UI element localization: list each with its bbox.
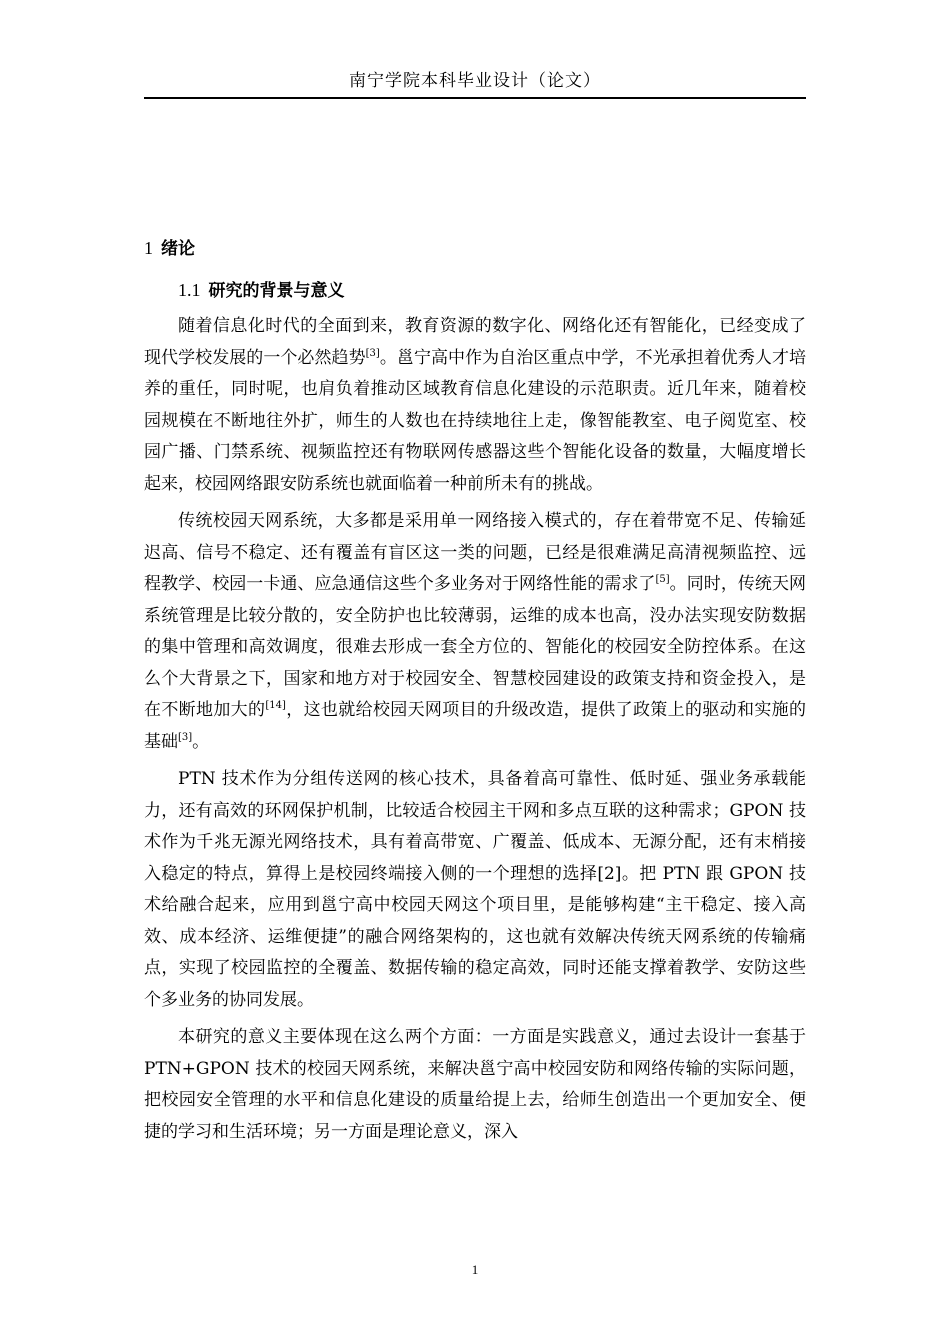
- citation: [14]: [265, 700, 286, 711]
- paragraph-text: 传统校园天网系统，大多都是采用单一网络接入模式的，存在着带宽不足、传输延迟高、信号不稳定、还有覆盖有盲区这一类的问题，已经是很难满足高清视频监控、远程教学、校园一卡通、应急通信这些个多业务对于网络性能的需求了: [144, 511, 806, 594]
- paragraph-text: 。同时，传统天网系统管理是比较分散的，安全防护也比较薄弱，运维的成本也高，没办法实现安防数据的集中管理和高效调度，很难去形成一套全方位的、智能化的校园安全防控体系。在这么个大背景之下，国家和地方对于校园安全、智慧校园建设的政策支持和资金投入，是在不断地加大的: [144, 574, 807, 720]
- paragraph-text: 。: [192, 731, 210, 752]
- citation: [3]: [178, 731, 193, 743]
- page-number: 1: [471, 1262, 479, 1277]
- paragraph-text: 。邕宁高中作为自治区重点中学，不光承担着优秀人才培养的重任，同时呢，也肩负着推动区域教育信息化建设的示范职责。近几年来，随着校园规模在不断地往外扩，师生的人数也在持续地往上走，像智能教室、电子阅览室、校园广播、门禁系统、视频监控还有物联网传感器这些个智能化设备的数量，大幅度增长起来，校园网络跟安防系统也就面临着一种前所未有的挑战。: [144, 347, 806, 494]
- paragraph-3: [144, 764, 806, 1016]
- section-title: 研究的背景与意义: [208, 281, 345, 301]
- paragraph-4: [144, 1022, 806, 1148]
- paragraph-text: ，这也就给校园天网项目的升级改造，提供了政策上的驱动和实施的基础: [144, 700, 806, 752]
- header-rule: [144, 97, 806, 99]
- citation: [5]: [655, 574, 670, 585]
- paragraph-text: 随着信息化时代的全面到来，教育资源的数字化、网络化还有智能化，已经变成了现代学校发展的一个必然趋势: [144, 316, 806, 368]
- chapter-title: 绪论: [161, 239, 195, 259]
- chapter-heading: [144, 234, 195, 259]
- paragraph-text: PTN 技术作为分组传送网的核心技术，具备着高可靠性、低时延、强业务承载能力，还有高效的环网保护机制，比较适合校园主干网和多点互联的这种需求；GPON 技术作为千兆无源光网络技术，具有着高带宽、广覆盖、低成本、无源分配，还有末梢接入稳定的特点，算得上是校园终端接入侧的一个理想的选择[2]。把 PTN 跟 GPON 技术给融合起来，应用到邕宁高中校园天网这个项目里，是能够构建“主干稳定、接入高效、成本经济、运维便捷”的融合网络架构的，这也就有效解决传统天网系统的传输痛点，实现了校园监控的全覆盖、数据传输的稳定高效，同时还能支撑着教学、安防这些个多业务的协同发展。: [144, 769, 806, 1010]
- running-header: 南宁学院本科毕业设计（论文）: [349, 71, 601, 91]
- citation: [3]: [365, 347, 380, 359]
- paragraph-2: [144, 506, 806, 758]
- paragraph-1: [144, 311, 806, 500]
- section-heading: [178, 276, 345, 301]
- body-text: [144, 311, 806, 1154]
- section-number: 1.1: [178, 280, 201, 300]
- paragraph-text: 本研究的意义主要体现在这么两个方面：一方面是实践意义，通过去设计一套基于 PTN+GPON 技术的校园天网系统，来解决邕宁高中校园安防和网络传输的实际问题，把校园安全管理的水平和信息化建设的质量给提上去，给师生创造出一个更加安全、便捷的学习和生活环境；另一方面是理论意义，深入: [144, 1027, 806, 1142]
- chapter-number: 1: [144, 238, 153, 258]
